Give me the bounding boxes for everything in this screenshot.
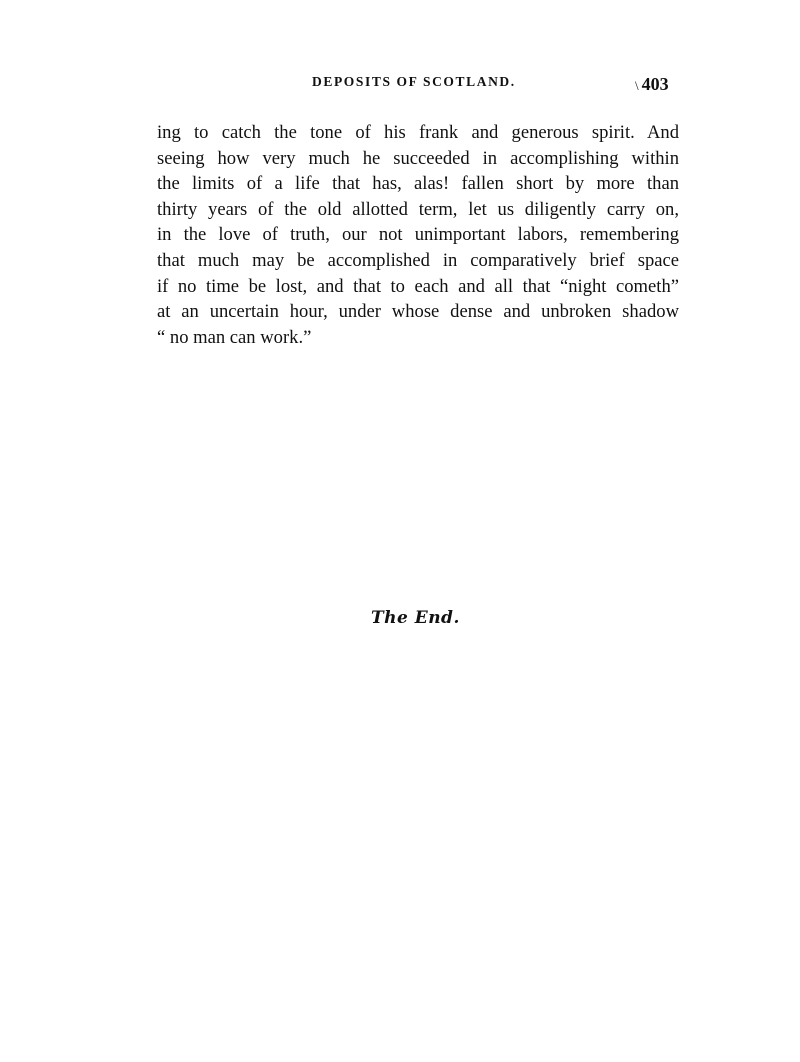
body-line: in the love of truth, our not unimportant labors, remembering	[157, 224, 679, 246]
the-end-mark: The End.	[371, 608, 460, 628]
page-number	[635, 74, 669, 95]
running-head-title: DEPOSITS OF SCOTLAND.	[312, 74, 516, 89]
body-line: thirty years of the old allotted term, let us diligently carry on,	[157, 198, 679, 220]
body-line: “ no man can work.”	[157, 326, 312, 348]
body-line: if no time be lost, and that to each and all that “night cometh”	[157, 275, 679, 297]
folio-tick-mark: \	[635, 78, 639, 93]
body-line: at an uncertain hour, under whose dense and unbroken shadow	[157, 301, 679, 323]
body-line: seeing how very much he succeeded in accomplishing within	[157, 147, 679, 169]
body-line: the limits of a life that has, alas! fallen short by more than	[157, 173, 679, 195]
body-paragraph	[157, 120, 679, 350]
body-line: that much may be accomplished in comparatively brief space	[157, 249, 679, 271]
page-number-value: 403	[641, 74, 669, 94]
body-line: ing to catch the tone of his frank and generous spirit. And	[157, 122, 679, 143]
